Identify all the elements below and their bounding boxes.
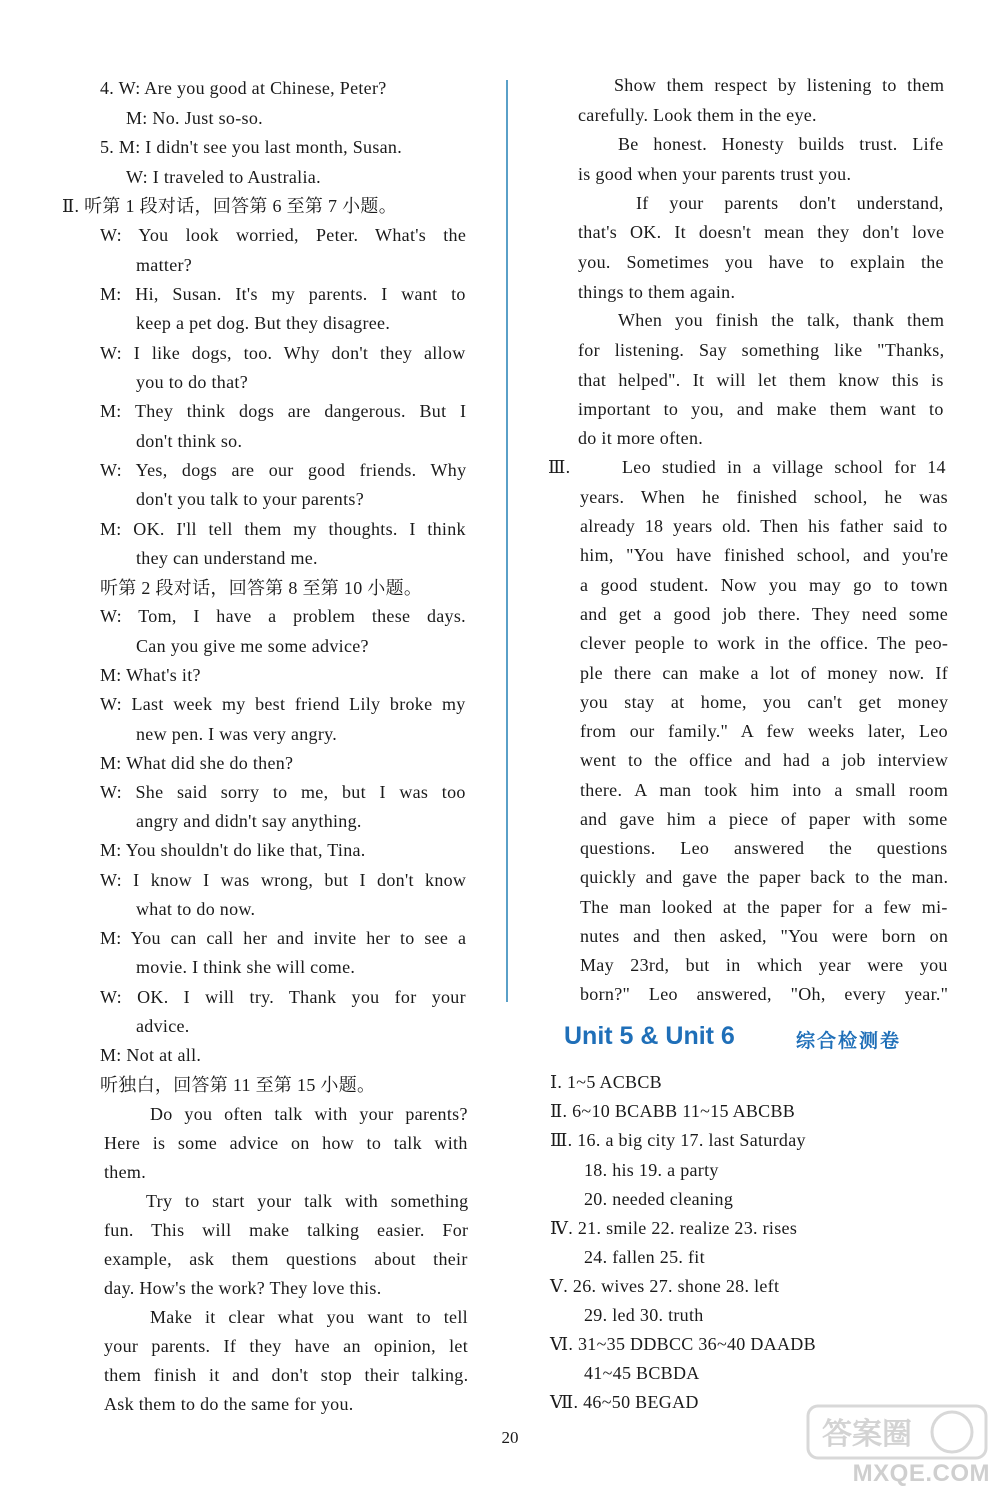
text-line: movie. I think she will come.: [136, 957, 356, 977]
text-line: them finish it and don't stop their talking.: [104, 1365, 469, 1385]
text-line: W: I like dogs, too. Why don't they allow: [100, 343, 466, 363]
text-line: angry and didn't say anything.: [136, 811, 362, 831]
text-line: carefully. Look them in the eye.: [578, 105, 817, 125]
answer-line: 20. needed cleaning: [584, 1189, 734, 1209]
text-line: 5. M: I didn't see you last month, Susan.: [100, 137, 403, 157]
text-line: ple there can make a lot of money now. If: [580, 663, 949, 683]
text-line: W: Tom, I have a problem these days.: [100, 606, 466, 626]
text-line: fun. This will make talking easier. For: [104, 1220, 469, 1240]
answer-line: 29. led 30. truth: [584, 1305, 704, 1325]
text-line: nutes and then asked, "You were born on: [580, 926, 949, 946]
answer-line: Ⅵ. 31~35 DDBCC 36~40 DAADB: [550, 1334, 816, 1354]
text-line: went to the office and had a job interview: [580, 750, 949, 770]
text-line: there. A man took him into a small room: [580, 780, 949, 800]
text-line: you. Sometimes you have to explain the: [578, 252, 944, 272]
text-line: W: Last week my best friend Lily broke my: [100, 694, 466, 714]
text-line: Ⅱ. 听第 1 段对话，回答第 6 至第 7 小题。: [62, 196, 398, 216]
text-line: M: Hi, Susan. It's my parents. I want to: [100, 284, 466, 304]
text-line: don't you talk to your parents?: [136, 489, 364, 509]
text-line: W: I know I was wrong, but I don't know: [100, 870, 467, 890]
text-line: matter?: [136, 255, 193, 275]
text-line: day. How's the work? They love this.: [104, 1278, 382, 1298]
text-line: Ⅲ.: [548, 457, 571, 477]
text-line: him, "You have finished school, and you're: [580, 545, 949, 565]
text-line: and get a good job there. They need some: [580, 604, 949, 624]
text-line: M: OK. I'll tell them my thoughts. I think: [100, 519, 466, 539]
answer-line: Ⅱ. 6~10 BCABB 11~15 ABCBB: [550, 1101, 796, 1121]
watermark-url: MXQE.COM: [852, 1460, 990, 1487]
text-line: born?" Leo answered, "Oh, every year.": [580, 984, 949, 1004]
unit-title: Unit 5 & Unit 6: [564, 1022, 735, 1050]
text-line: Show them respect by listening to them: [614, 75, 945, 95]
text-line: 听独白，回答第 11 至第 15 小题。: [100, 1075, 376, 1095]
unit-subtitle: 综合检测卷: [796, 1030, 902, 1052]
text-line: important to you, and make them want to: [578, 399, 944, 419]
text-line: M: You shouldn't do like that, Tina.: [100, 840, 366, 860]
text-line: from our family." A few weeks later, Leo: [580, 721, 948, 741]
text-line: Make it clear what you want to tell: [150, 1307, 468, 1327]
text-line: Leo studied in a village school for 14: [622, 457, 946, 477]
text-line: is good when your parents trust you.: [578, 164, 852, 184]
text-line: Here is some advice on how to talk with: [104, 1133, 468, 1153]
text-line: your parents. If they have an opinion, let: [104, 1336, 469, 1356]
text-line: a good student. Now you may go to town: [580, 575, 948, 595]
text-line: The man looked at the paper for a few mi-: [580, 897, 948, 917]
answer-line: 41~45 BCBDA: [584, 1363, 700, 1383]
text-line: May 23rd, but in which year were you: [580, 955, 948, 975]
text-line: M: What's it?: [100, 665, 201, 685]
column-divider: [506, 80, 508, 1002]
text-line: that's OK. It doesn't mean they don't love: [578, 222, 945, 242]
text-line: If your parents don't understand,: [636, 193, 944, 213]
text-line: M: No. Just so-so.: [126, 108, 263, 128]
text-line: W: OK. I will try. Thank you for your: [100, 987, 466, 1007]
text-line: don't think so.: [136, 431, 243, 451]
answer-line: Ⅲ. 16. a big city 17. last Saturday: [550, 1130, 806, 1150]
text-line: you stay at home, you can't get money: [580, 692, 949, 712]
text-line: M: They think dogs are dangerous. But I: [100, 401, 467, 421]
text-line: years. When he finished school, he was: [580, 487, 948, 507]
text-line: W: I traveled to Australia.: [126, 167, 321, 187]
text-line: what to do now.: [136, 899, 256, 919]
text-line: M: You can call her and invite her to see a: [100, 928, 467, 948]
text-line: that helped". It will let them know this is: [578, 370, 944, 390]
answer-line: 18. his 19. a party: [584, 1160, 719, 1180]
text-line: keep a pet dog. But they disagree.: [136, 313, 391, 333]
text-line: already 18 years old. Then his father said to: [580, 516, 948, 536]
text-line: M: Not at all.: [100, 1045, 202, 1065]
text-line: for listening. Say something like "Thanks,: [578, 340, 945, 360]
text-line: questions. Leo answered the questions: [580, 838, 948, 858]
answer-line: Ⅴ. 26. wives 27. shone 28. left: [550, 1276, 780, 1296]
text-line: they can understand me.: [136, 548, 318, 568]
text-line: 4. W: Are you good at Chinese, Peter?: [100, 78, 387, 98]
text-line: Be honest. Honesty builds trust. Life: [618, 134, 944, 154]
text-line: 听第 2 段对话，回答第 8 至第 10 小题。: [100, 578, 423, 598]
text-line: M: What did she do then?: [100, 753, 294, 773]
text-line: W: She said sorry to me, but I was too: [100, 782, 466, 802]
answer-line: Ⅶ. 46~50 BEGAD: [550, 1392, 699, 1412]
text-line: them.: [104, 1162, 146, 1182]
text-line: advice.: [136, 1016, 190, 1036]
text-line: W: You look worried, Peter. What's the: [100, 225, 467, 245]
answer-line: 24. fallen 25. fit: [584, 1247, 705, 1267]
text-line: example, ask them questions about their: [104, 1249, 468, 1269]
text-line: Do you often talk with your parents?: [150, 1104, 468, 1124]
text-line: things to them again.: [578, 282, 736, 302]
page-number: 20: [501, 1428, 519, 1447]
text-line: new pen. I was very angry.: [136, 724, 338, 744]
text-line: you to do that?: [136, 372, 248, 392]
answer-line: Ⅳ. 21. smile 22. realize 23. rises: [550, 1218, 798, 1238]
text-line: W: Yes, dogs are our good friends. Why: [100, 460, 467, 480]
text-line: do it more often.: [578, 428, 704, 448]
answer-line: Ⅰ. 1~5 ACBCB: [550, 1072, 662, 1092]
text-line: quickly and gave the paper back to the man.: [580, 867, 949, 887]
text-line: clever people to work in the office. The peo-: [580, 633, 949, 653]
text-line: and gave him a piece of paper with some: [580, 809, 948, 829]
text-line: Try to start your talk with something: [146, 1191, 469, 1211]
text-line: Ask them to do the same for you.: [104, 1394, 354, 1414]
watermark-logo-text: 答案圈: [822, 1417, 912, 1452]
text-line: When you finish the talk, thank them: [618, 310, 945, 330]
text-line: Can you give me some advice?: [136, 636, 369, 656]
